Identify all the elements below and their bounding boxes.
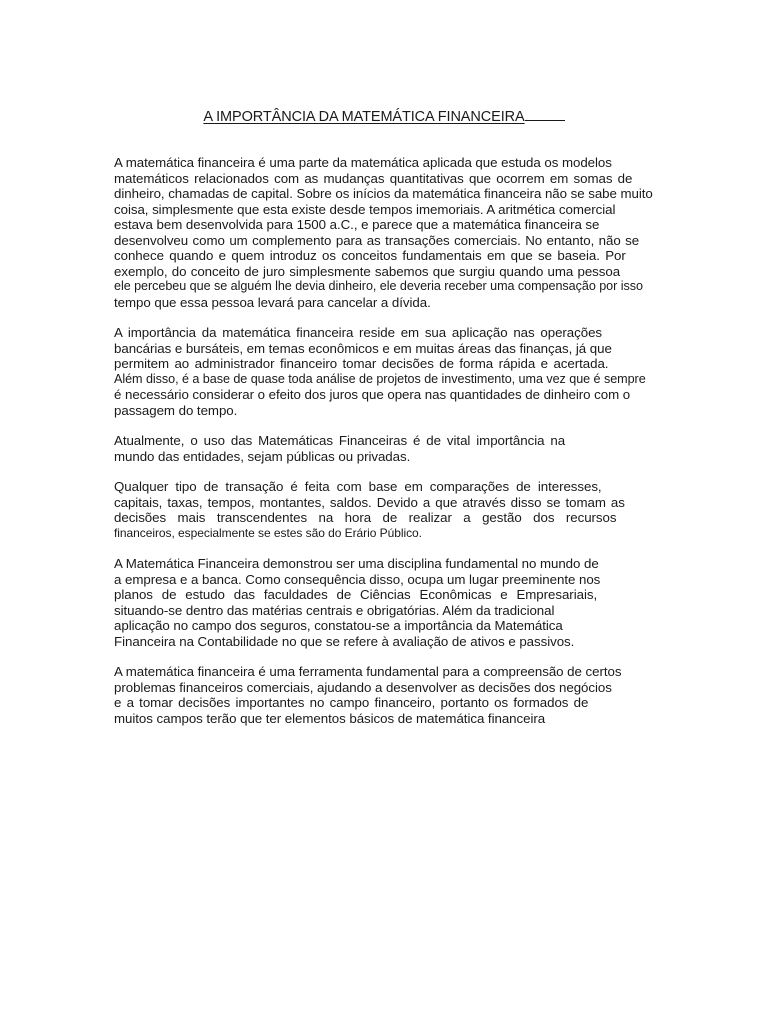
text-line: ele percebeu que se alguém lhe devia dinheiro, ele deveria receber uma compensação por isso [114, 279, 643, 293]
text-line: financeiros, especialmente se estes são do Erário Público. [114, 525, 422, 540]
text-line: coisa, simplesmente que esta existe desde tempos imemoriais. A aritmética comercial [114, 201, 616, 217]
text-line: situando-se dentro das matérias centrais e obrigatórias. Além da tradicional [114, 602, 555, 618]
text-line: aplicação no campo dos seguros, constatou-se a importância da Matemática [114, 618, 563, 633]
text-line: conhece quando e quem introduz os conceitos fundamentais em que se baseia. Por [114, 248, 626, 263]
text-line: A importância da matemática financeira reside em sua aplicação nas operações [114, 325, 603, 340]
text-line: bancárias e bursáteis, em temas econômicos e em muitas áreas das finanças, já que [114, 340, 612, 356]
text-line: permitem ao administrador financeiro tomar decisões de forma rápida e acertada. [114, 356, 609, 371]
text-line: A matemática financeira é uma parte da matemática aplicada que estuda os modelos [114, 155, 612, 170]
document-title [0, 106, 768, 126]
text-line: capitais, taxas, tempos, montantes, saldos. Devido a que através disso se tomam as [114, 494, 625, 510]
text-line: decisões mais transcendentes na hora de realizar a gestão dos recursos [114, 510, 617, 525]
paragraph-3 [114, 433, 704, 464]
paragraph-1 [114, 155, 704, 310]
document-body [114, 155, 704, 741]
paragraph-5 [114, 556, 704, 649]
paragraph-4 [114, 479, 704, 541]
text-line: passagem do tempo. [114, 402, 238, 418]
text-line: e a tomar decisões importantes no campo financeiro, portanto os formados de [114, 695, 589, 710]
text-line: muitos campos terão que ter elementos básicos de matemática financeira [114, 710, 546, 726]
text-line: problemas financeiros comerciais, ajudando a desenvolver as decisões dos negócios [114, 679, 612, 695]
text-line: a empresa e a banca. Como consequência disso, ocupa um lugar preeminente nos [114, 571, 601, 587]
text-line: desenvolveu como um complemento para as transações comerciais. No entanto, não se [114, 232, 640, 248]
title-underline-trail [525, 106, 565, 121]
text-line: Além disso, é a base de quase toda análise de projetos de investimento, uma vez que é sempre [114, 371, 646, 386]
paragraph-6 [114, 664, 704, 726]
text-line: planos de estudo das faculdades de Ciências Econômicas e Empresariais, [114, 587, 598, 602]
text-line: é necessário considerar o efeito dos juros que opera nas quantidades de dinheiro com o [114, 387, 631, 402]
text-line: A Matemática Financeira demonstrou ser uma disciplina fundamental no mundo de [114, 556, 599, 571]
text-line: Qualquer tipo de transação é feita com base em comparações de interesses, [114, 479, 602, 494]
text-line: A matemática financeira é uma ferramenta fundamental para a compreensão de certos [114, 664, 622, 679]
text-line: Atualmente, o uso das Matemáticas Financeiras é de vital importância na [114, 433, 566, 448]
text-line: tempo que essa pessoa levará para cancelar a dívida. [114, 294, 431, 310]
text-line: exemplo, do conceito de juro simplesmente sabemos que surgiu quando uma pessoa [114, 263, 621, 279]
text-line: mundo das entidades, sejam públicas ou privadas. [114, 448, 411, 464]
title-text: A IMPORTÂNCIA DA MATEMÁTICA FINANCEIRA [203, 109, 525, 125]
text-line: Financeira na Contabilidade no que se refere à avaliação de ativos e passivos. [114, 633, 575, 649]
paragraph-2 [114, 325, 704, 418]
text-line: estava bem desenvolvida para 1500 a.C., e parece que a matemática financeira se [114, 217, 600, 232]
text-line: dinheiro, chamadas de capital. Sobre os inícios da matemática financeira não se sabe muito [114, 186, 653, 201]
text-line: matemáticos relacionados com as mudanças quantitativas que ocorrem em somas de [114, 170, 633, 186]
